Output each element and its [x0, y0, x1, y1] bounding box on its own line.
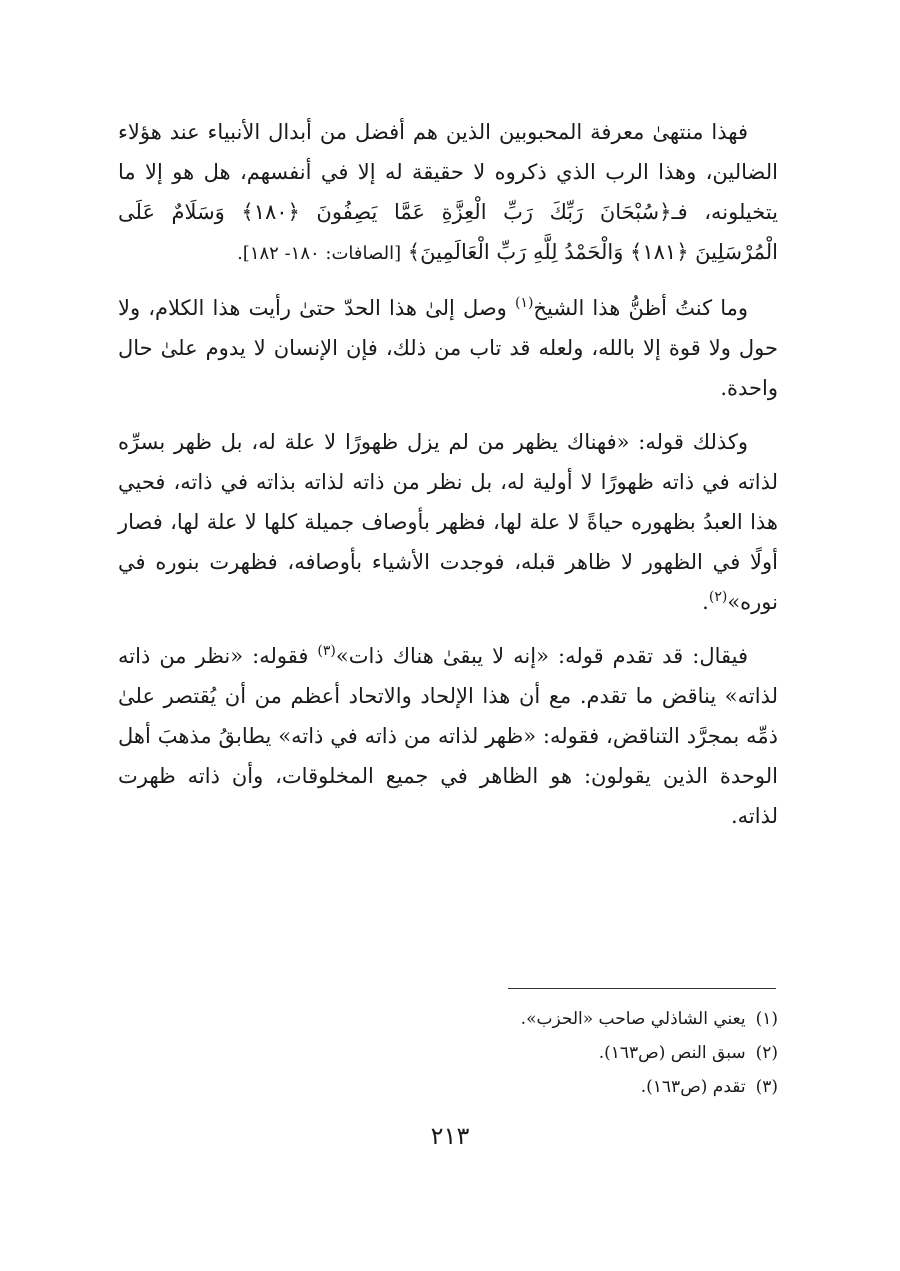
footnote-3-text: تقدم (ص١٦٣). [640, 1077, 746, 1097]
paragraph-3-text-before: وكذلك قوله: «فهناك يظهر من لم يزل ظهورًا لا علة له، بل ظهر بسرِّه لذاته في ذاته ظهورًا لا أولية له، بل نظر من ذاته لذاته بذاته في ذاته، فحيي هذا العبدُ بظهوره حياةً لا علة لها، فظهر بأوصاف جميلة كلها لا علة لها، فصار أولًا في الظهور لا ظاهر قبله، فوجدت الأشياء بأوصافه، فظهرت بنوره في نوره» [118, 430, 778, 614]
footnotes [118, 1002, 778, 1104]
quran-verse: ﴿سُبْحَانَ رَبِّكَ رَبِّ الْعِزَّةِ عَمَّا يَصِفُونَ ﴿١٨٠﴾ وَسَلَامٌ عَلَى الْمُرْسَلِينَ ﴿١٨١﴾ وَالْحَمْدُ لِلَّهِ رَبِّ الْعَالَمِينَ﴾ [118, 200, 778, 264]
footnote-2-text: سبق النص (ص١٦٣). [598, 1043, 746, 1063]
paragraph-2-text-before: وما كنتُ أظنُّ هذا الشيخ [533, 296, 748, 320]
paragraph-3 [118, 422, 778, 622]
main-text [118, 112, 778, 850]
paragraph-2-text-after: وصل إلىٰ هذا الحدّ حتىٰ رأيت هذا الكلام، ولا حول ولا قوة إلا بالله، ولعله قد تاب من ذلك، فإن الإنسان لا يدوم علىٰ حال واحدة. [118, 296, 778, 400]
footnote-3-number: (٣) [755, 1077, 778, 1097]
footnote-1-text: يعني الشاذلي صاحب «الحزب». [520, 1009, 746, 1029]
footnote-marker-1: (١) [514, 295, 534, 311]
footnote-1 [118, 1002, 778, 1036]
footnote-marker-2: (٢) [708, 589, 728, 605]
paragraph-4 [118, 636, 778, 836]
paragraph-1 [118, 112, 778, 274]
footnote-separator [508, 988, 776, 989]
paragraph-3-text-after: . [702, 590, 709, 614]
footnote-2 [118, 1036, 778, 1070]
paragraph-2 [118, 288, 778, 408]
page-number: ٢١٣ [430, 1122, 470, 1150]
paragraph-4-text-before: فيقال: قد تقدم قوله: «إنه لا يبقىٰ هناك ذات» [335, 644, 748, 668]
footnote-2-number: (٢) [755, 1043, 778, 1063]
paragraph-1-text: فهذا منتهىٰ معرفة المحبوبين الذين هم أفضل من أبدال الأنبياء عند هؤلاء الضالين، وهذا الرب الذي ذكروه لا حقيقة له إلا في أنفسهم، هل هو إلا ما يتخيلونه، فـ [118, 120, 778, 224]
footnote-marker-3: (٣) [317, 643, 336, 659]
quran-reference: [الصافات: ١٨٠- ١٨٢]. [237, 243, 402, 264]
footnote-3 [118, 1070, 778, 1104]
footnote-1-number: (١) [755, 1009, 778, 1029]
paragraph-4-text-after: فقوله: «نظر من ذاته لذاته» يناقض ما تقدم. مع أن هذا الإلحاد والاتحاد أعظم من أن يُقتصر علىٰ ذمِّه بمجرَّد التناقض، فقوله: «ظهر لذاته من ذاته في ذاته» يطابقُ مذهبَ أهل الوحدة الذين يقولون: هو الظاهر في جميع المخلوقات، وأن ذاته ظهرت لذاته. [118, 644, 778, 828]
